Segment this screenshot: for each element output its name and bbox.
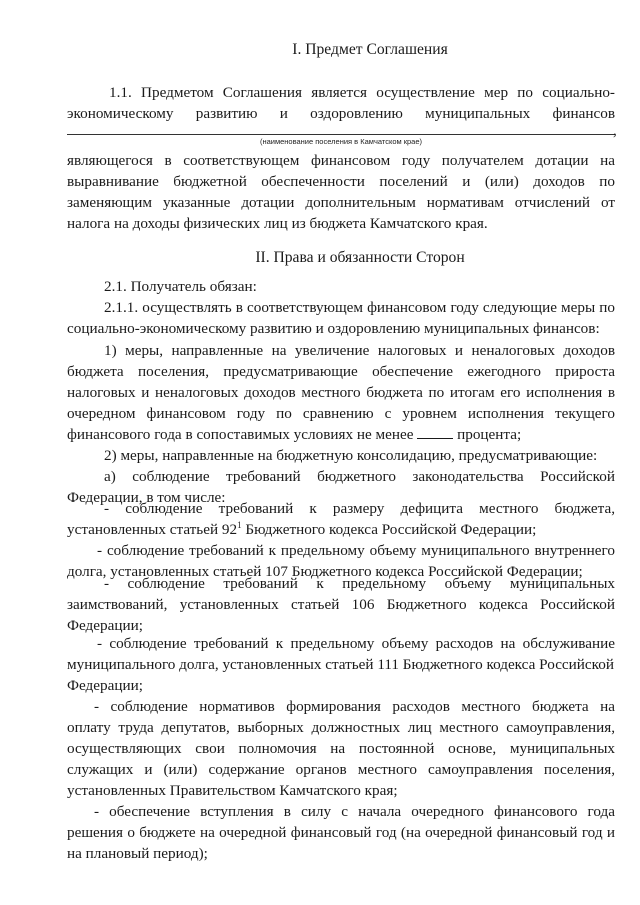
paragraph-1-1-line-5: заменяющим указанные дотации дополнительным нормативам отчислений от bbox=[67, 194, 615, 211]
bullet-2-line-1: - соблюдение требований к предельному объему муниципального внутреннего bbox=[97, 542, 615, 559]
bullet-3-line-1: - соблюдение требований к предельному объему муниципальных bbox=[104, 575, 615, 592]
bullet-2-line-2: долга, установленных статьей 107 Бюджетного кодекса Российской Федерации; bbox=[67, 563, 583, 580]
item-1-line-5-text: финансового года в сопоставимых условиях не менее bbox=[67, 426, 414, 443]
settlement-name-blank-line bbox=[67, 134, 615, 135]
paragraph-1-1-line-4: выравнивание бюджетной обеспеченности поселений и (или) доходов по bbox=[67, 173, 615, 190]
item-1-line-4: очередном финансовом году по сравнению с уровнем исполнения текущего bbox=[67, 405, 615, 422]
bullet-4-line-2: муниципального долга, установленных статьей 111 Бюджетного кодекса Российской bbox=[67, 656, 614, 673]
bullet-4-line-1: - соблюдение требований к предельному объему расходов на обслуживание bbox=[97, 635, 615, 652]
paragraph-2-1: 2.1. Получатель обязан: bbox=[104, 278, 257, 295]
article-superscript: 1 bbox=[237, 520, 242, 530]
bullet-6-line-2: решения о бюджете на очередной финансовый год (на очередной финансовый год и bbox=[67, 824, 615, 841]
paragraph-1-1-line-1: 1.1. Предметом Соглашения является осуществление мер по социально- bbox=[109, 84, 615, 101]
bullet-5-line-5: установленных Правительством Камчатского края; bbox=[67, 782, 398, 799]
bullet-6-line-3: на плановый период); bbox=[67, 845, 208, 862]
paragraph-1-1-line-2: экономическому развитию и оздоровлению муниципальных финансов bbox=[67, 105, 615, 122]
section-2-title: II. Права и обязанности Сторон bbox=[255, 249, 465, 266]
bullet-5-line-4: служащих и (или) содержание органов местного самоуправления поселения, bbox=[67, 761, 615, 778]
item-1-line-5-tail: процента; bbox=[457, 426, 522, 443]
bullet-1-line-1: - соблюдение требований к размеру дефицита местного бюджета, bbox=[104, 500, 615, 517]
paragraph-1-1-line-6: налога на доходы физических лиц из бюджета Камчатского края. bbox=[67, 215, 488, 232]
item-2-a-line-2: Федерации, в том числе: bbox=[67, 489, 226, 506]
bullet-1-line-2-tail: Бюджетного кодекса Российской Федерации; bbox=[241, 521, 537, 538]
bullet-1-line-2 bbox=[67, 520, 536, 540]
item-1-line-2: бюджета поселения, предусматривающие обеспечение ежегодного прироста bbox=[67, 363, 615, 380]
bullet-5-line-2: оплату труда депутатов, выборных должностных лиц местного самоуправления, bbox=[67, 719, 615, 736]
percent-blank bbox=[417, 426, 453, 439]
bullet-4-line-3: Федерации; bbox=[67, 677, 143, 694]
bullet-3-line-2: заимствований, установленных статьей 106 Бюджетного кодекса Российской bbox=[67, 596, 615, 613]
item-1-line-1: 1) меры, направленные на увеличение налоговых и неналоговых доходов bbox=[104, 342, 615, 359]
bullet-5-line-1: - соблюдение нормативов формирования расходов местного бюджета на bbox=[94, 698, 615, 715]
paragraph-2-1-1-line-2: социально-экономическому развитию и оздоровлению муниципальных финансов: bbox=[67, 320, 600, 337]
bullet-6-line-1: - обеспечение вступления в силу с начала очередного финансового года bbox=[94, 803, 615, 820]
item-2-line-1: 2) меры, направленные на бюджетную консолидацию, предусматривающие: bbox=[104, 447, 598, 464]
item-1-line-3: налоговых и неналоговых доходов местного бюджета по итогам его исполнения в bbox=[67, 384, 615, 401]
paragraph-2-1-1-line-1: 2.1.1. осуществлять в соответствующем финансовом году следующие меры по bbox=[104, 299, 615, 316]
settlement-name-caption: (наименование поселения в Камчатском крае) bbox=[259, 137, 423, 146]
section-1-title: I. Предмет Соглашения bbox=[292, 41, 448, 58]
item-1-line-5 bbox=[67, 425, 521, 445]
bullet-3-line-3: Федерации; bbox=[67, 617, 143, 634]
item-2-a-line-1: а) соблюдение требований бюджетного законодательства Российской bbox=[104, 468, 615, 485]
bullet-1-line-2-text: установленных статьей 92 bbox=[67, 521, 238, 538]
paragraph-1-1-line-3: являющегося в соответствующем финансовом году получателем дотации на bbox=[67, 152, 615, 169]
bullet-5-line-3: осуществляющих свои полномочия на постоянной основе, муниципальных bbox=[67, 740, 615, 757]
blank-line-trailing-mark: , bbox=[613, 122, 617, 139]
